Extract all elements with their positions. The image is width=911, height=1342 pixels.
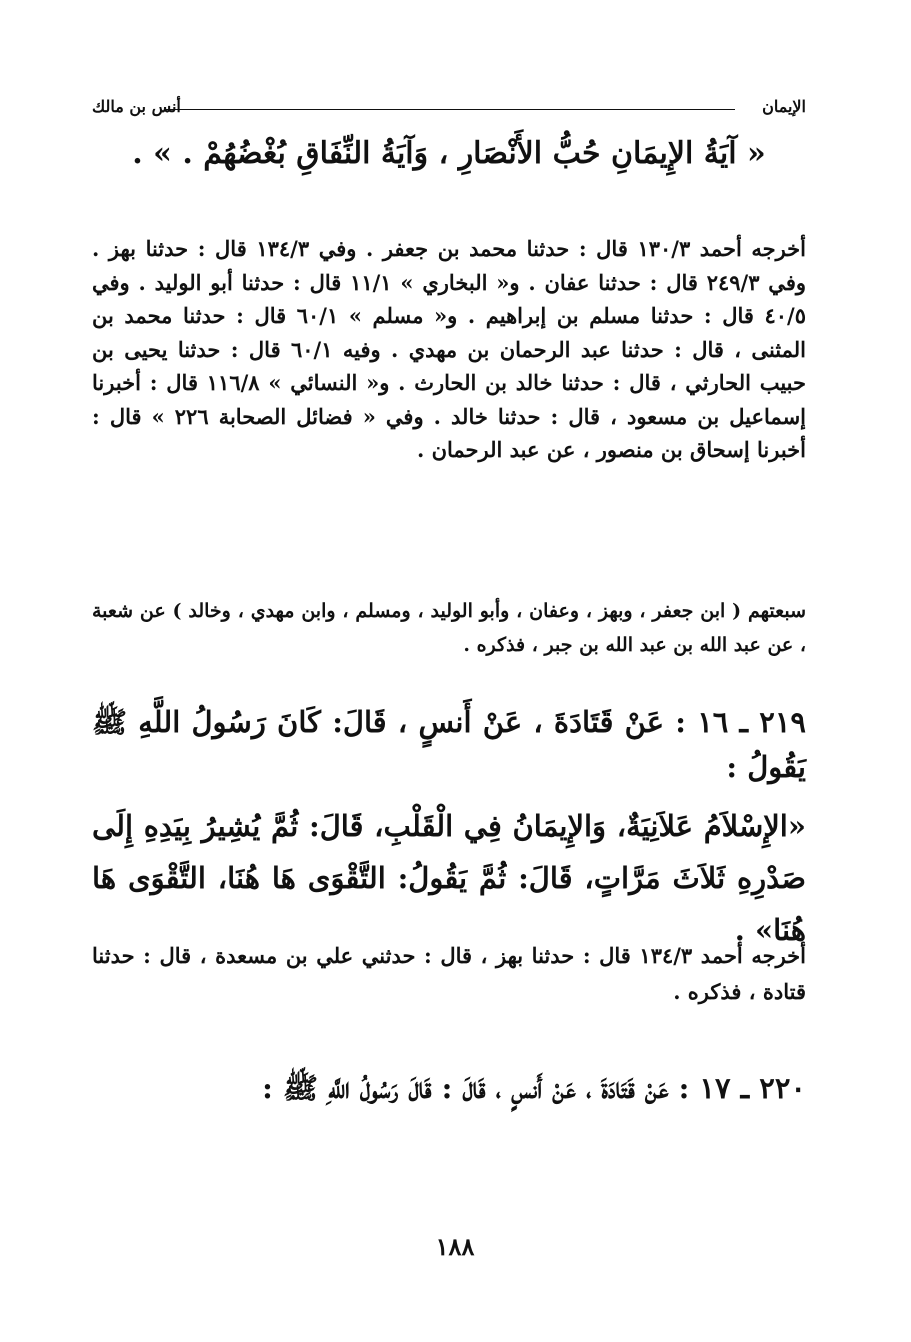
header-companion-name: أنس بن مالك (92, 97, 181, 116)
page-number: ١٨٨ (435, 1232, 475, 1261)
header-rule (165, 109, 735, 110)
running-header (92, 88, 806, 116)
takhrij-paragraph-2: أخرجه أحمد ١٣٤/٣ قال : حدثنا بهز ، قال : حدثني علي بن مسعدة ، قال : حدثنا قتادة ، فذكره . (92, 943, 806, 1004)
hadith-text-continued: « آيَةُ الإِيمَانِ حُبُّ الأَنْصَارِ ، وَآيَةُ النِّفَاقِ بُغْضُهُمْ . » . (132, 136, 766, 171)
hadith-219-text: «الإِسْلاَمُ عَلاَنِيَةٌ، وَالإِيمَانُ فِي الْقَلْبِ، قَالَ: ثُمَّ يُشِيرُ بِيَدِهِ إِلَى صَدْرِهِ ثَلاَثَ مَرَّاتٍ، قَالَ: ثُمَّ يَقُولُ: التَّقْوَى هَا هُنَا، التَّقْوَى هَا هُنَا» . (92, 809, 806, 947)
isnad-summary-paragraph: سبعتهم ( ابن جعفر ، وبهز ، وعفان ، وأبو الوليد ، ومسلم ، وابن مهدي ، وخالد ) عن شعبة ، عن عبد الله بن عبد الله بن جبر ، فذكره . (92, 600, 806, 656)
hadith-219-heading: ٢١٩ ـ ١٦ : عَنْ قَتَادَةَ ، عَنْ أَنسٍ ، قَالَ: كَانَ رَسُولُ اللَّهِ ﷺ يَقُولُ : (92, 705, 806, 784)
takhrij-paragraph: أخرجه أحمد ١٣٠/٣ قال : حدثنا محمد بن جعفر . وفي ١٣٤/٣ قال : حدثنا بهز . وفي ٢٤٩/٣ قال : حدثنا عفان . و« البخاري » ١١/١ قال : حدثنا أبو الوليد . وفي ٤٠/٥ قال : حدثنا مسلم بن إبراهيم . و« مسلم » ٦٠/١ قال : حدثنا محمد بن المثنى ، قال : حدثنا عبد الرحمان بن مهدي . وفيه ٦٠/١ قال : حدثنا يحيى بن حبيب الحارثي ، قال : حدثنا خالد بن الحارث . و« النسائي » ١١٦/٨ قال : أخبرنا إسماعيل بن مسعود ، قال : حدثنا خالد . وفي « فضائل الصحابة ٢٢٦ » قال : أخبرنا إسحاق بن منصور ، عن عبد الرحمان . (92, 236, 807, 462)
hadith-220-heading: ٢٢٠ ـ ١٧ : عَنْ قَتَادَةَ ، عَنْ أَنسٍ ، قَالَ : قَالَ رَسُولُ اللَّهِ ﷺ : (262, 1071, 806, 1105)
header-chapter-title: الإيمان (762, 97, 806, 116)
